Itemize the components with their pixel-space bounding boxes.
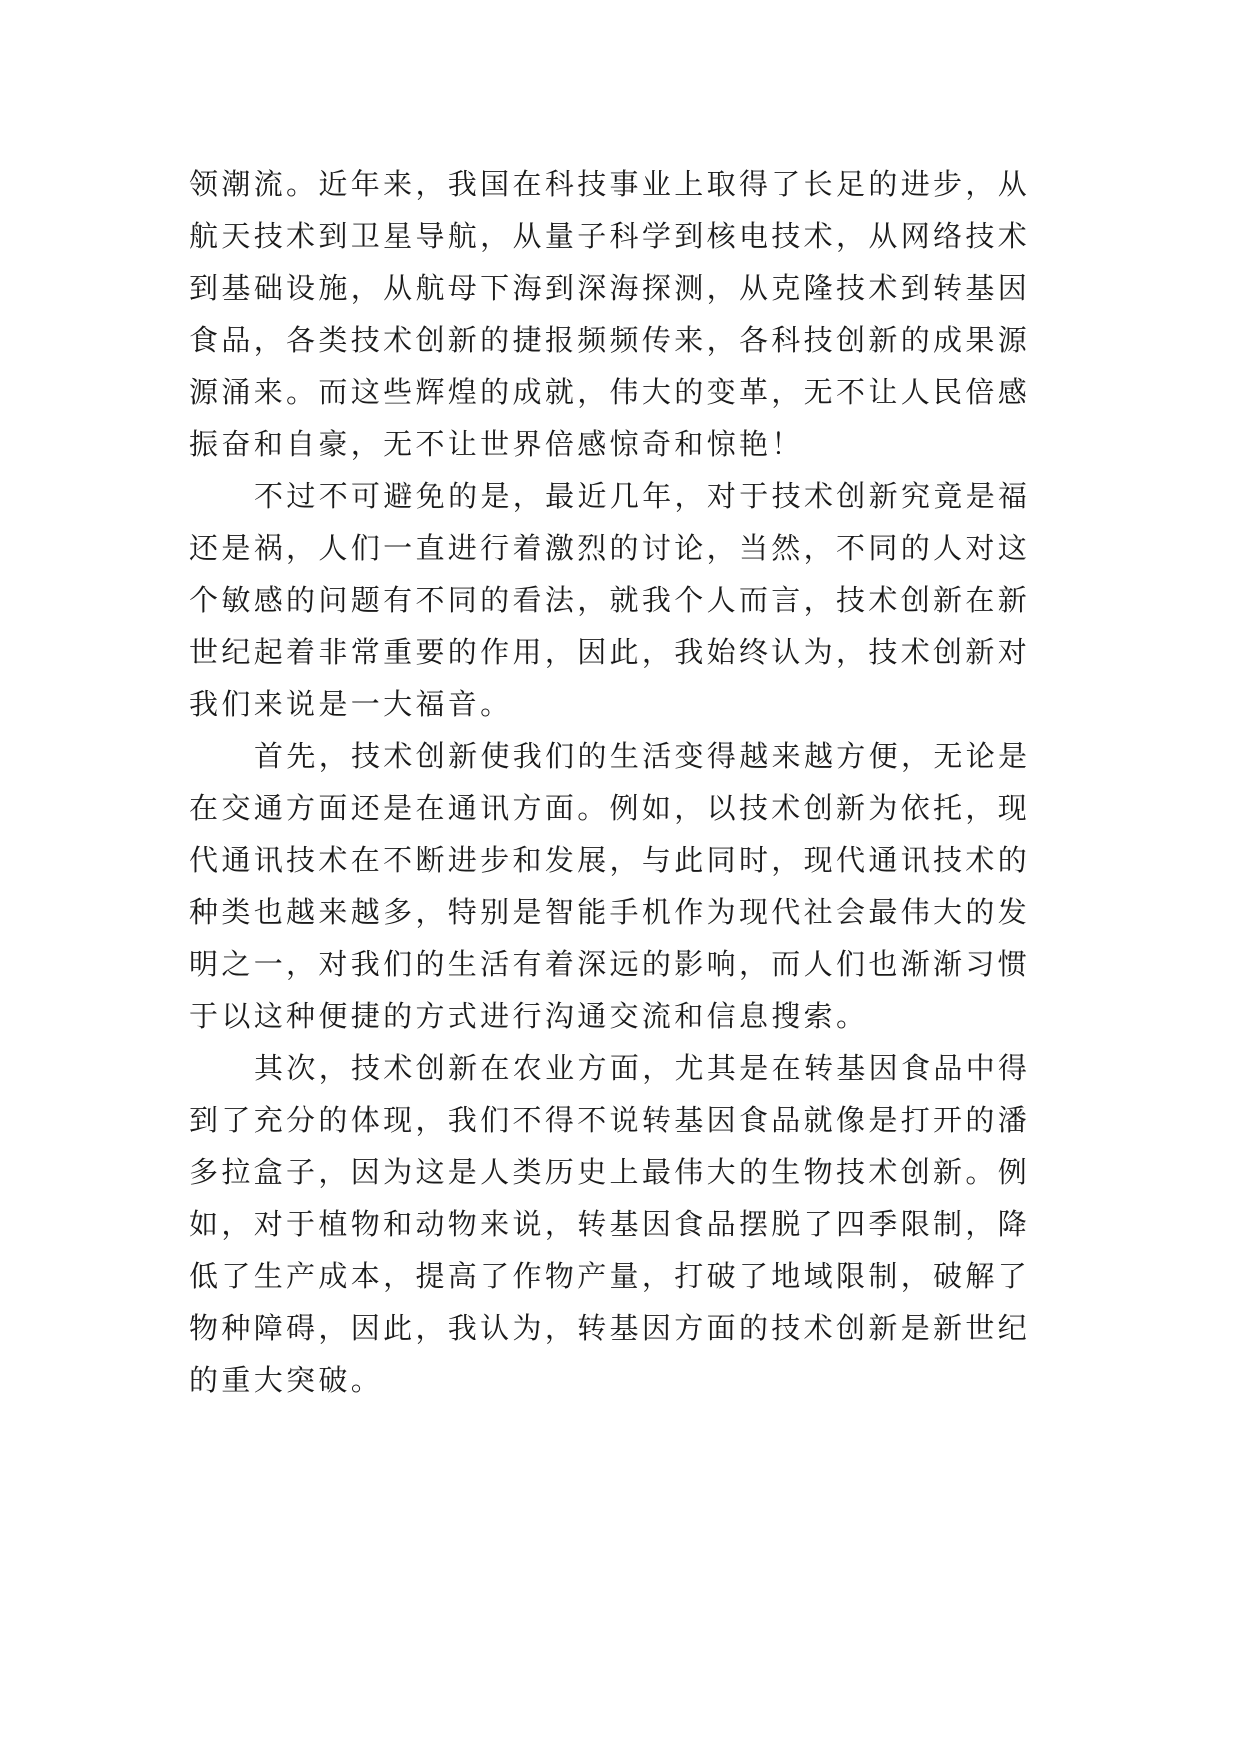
- text-line: 如，对于植物和动物来说，转基因食品摆脱了四季限制，降: [189, 1207, 1031, 1241]
- text-line: 低了生产成本，提高了作物产量，打破了地域限制，破解了: [189, 1259, 1031, 1293]
- text-line: 食品，各类技术创新的捷报频频传来，各科技创新的成果源: [189, 323, 1031, 357]
- paragraph: [189, 158, 1049, 470]
- paragraph: [189, 1042, 1049, 1406]
- text-line: 领潮流。近年来，我国在科技事业上取得了长足的进步，从: [189, 167, 1031, 201]
- text-line: 的重大突破。: [189, 1363, 384, 1397]
- text-line: 到了充分的体现，我们不得不说转基因食品就像是打开的潘: [189, 1103, 1031, 1137]
- paragraph: [189, 470, 1049, 730]
- text-line: 其次，技术创新在农业方面，尤其是在转基因食品中得: [254, 1051, 1031, 1085]
- text-line: 源涌来。而这些辉煌的成就，伟大的变革，无不让人民倍感: [189, 375, 1031, 409]
- text-line: 个敏感的问题有不同的看法，就我个人而言，技术创新在新: [189, 583, 1031, 617]
- text-line: 明之一，对我们的生活有着深远的影响，而人们也渐渐习惯: [189, 947, 1031, 981]
- text-line: 不过不可避免的是，最近几年，对于技术创新究竟是福: [254, 479, 1031, 513]
- text-line: 在交通方面还是在通讯方面。例如，以技术创新为依托，现: [189, 791, 1031, 825]
- text-line: 振奋和自豪，无不让世界倍感惊奇和惊艳！: [189, 427, 804, 461]
- text-line: 还是祸，人们一直进行着激烈的讨论，当然，不同的人对这: [189, 531, 1031, 565]
- text-line: 航天技术到卫星导航，从量子科学到核电技术，从网络技术: [189, 219, 1031, 253]
- text-line: 到基础设施，从航母下海到深海探测，从克隆技术到转基因: [189, 271, 1031, 305]
- text-line: 物种障碍，因此，我认为，转基因方面的技术创新是新世纪: [189, 1311, 1031, 1345]
- text-line: 我们来说是一大福音。: [189, 687, 513, 721]
- text-line: 种类也越来越多，特别是智能手机作为现代社会最伟大的发: [189, 895, 1031, 929]
- text-line: 代通讯技术在不断进步和发展，与此同时，现代通讯技术的: [189, 843, 1031, 877]
- text-line: 世纪起着非常重要的作用，因此，我始终认为，技术创新对: [189, 635, 1031, 669]
- text-line: 于以这种便捷的方式进行沟通交流和信息搜索。: [189, 999, 869, 1033]
- text-line: 首先，技术创新使我们的生活变得越来越方便，无论是: [254, 739, 1031, 773]
- document-body: [189, 158, 1049, 1406]
- paragraph: [189, 730, 1049, 1042]
- text-line: 多拉盒子，因为这是人类历史上最伟大的生物技术创新。例: [189, 1155, 1031, 1189]
